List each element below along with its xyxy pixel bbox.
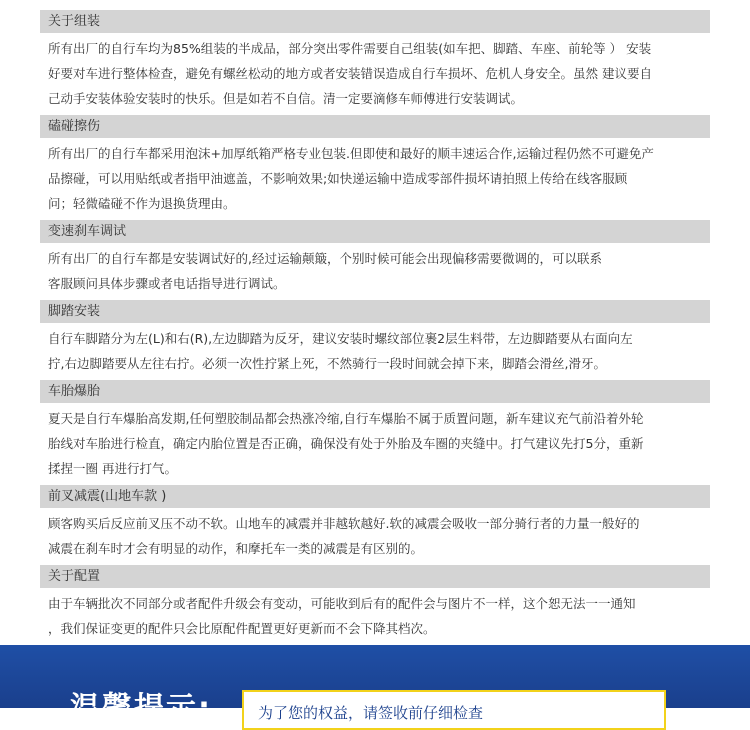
banner-box-text: 为了您的权益，请签收前仔细检查 <box>258 704 484 722</box>
section-text-line: 问；轻微磕碰不作为退换货理由。 <box>48 196 236 211</box>
section-header: 变速刹车调试 <box>40 220 710 243</box>
section-header: 前叉减震(山地车款 ) <box>40 485 710 508</box>
section-text-line: 减震在刹车时才会有明显的动作，和摩托车一类的减震是有区别的。 <box>48 541 424 556</box>
section-header: 车胎爆胎 <box>40 380 710 403</box>
section-text-line: 好要对车进行整体检查，避免有螺丝松动的地方或者安装错误造成自行车损坏、危机人身安全。虽然 建议要自 <box>48 66 652 81</box>
section-header: 关于配置 <box>40 565 710 588</box>
sections-list <box>40 10 710 645</box>
section-header: 脚踏安装 <box>40 300 710 323</box>
section-body <box>40 33 710 115</box>
section-text-line: 自行车脚踏分为左(L)和右(R),左边脚踏为反牙，建议安装时螺纹部位裹2层生料带，左边脚踏要从右面向左 <box>48 331 633 346</box>
section-body <box>40 323 710 380</box>
section-text-line: 胎线对车胎进行检直，确定内胎位置是否正确，确保没有处于外胎及车圈的夹缝中。打气建议先打5分，重新 <box>48 436 644 451</box>
section-body <box>40 588 710 645</box>
section-text-line: 所有出厂的自行车都采用泡沫+加厚纸箱严格专业包装.但即使和最好的顺丰速运合作,运输过程仍然不可避免产 <box>48 146 654 161</box>
section-text-line: 夏天是自行车爆胎高发期,任何塑胶制品都会热涨冷缩,自行车爆胎不属于质置问题，新车建议充气前沿着外轮 <box>48 411 644 426</box>
section-text-line: 所有出厂的自行车均为85%组装的半成品，部分突出零件需要自己组装(如车把、脚踏、车座、前轮等 ） 安装 <box>48 41 652 56</box>
section-text-line: 品擦碰，可以用贴纸或者指甲油遮盖，不影响效果;如快递运输中造成零部件损坏请拍照上传给在线客服顾 <box>48 171 628 186</box>
section-text-line: 己动手安装体验安装时的快乐。但是如若不自信。清一定要滴修车师傅进行安装调试。 <box>48 91 524 106</box>
section-text-line: 所有出厂的自行车都是安装调试好的,经过运输颠簸，个别时候可能会出现偏移需要微调的，可以联系 <box>48 251 602 266</box>
section-text-line: 揉捏一圈 再进行打气。 <box>48 461 177 476</box>
banner-box <box>242 690 666 730</box>
section-header: 关于组装 <box>40 10 710 33</box>
section-text-line: 顾客购买后反应前叉压不动不软。山地车的减震并非越软越好.软的减震会吸收一部分骑行者的力量一般好的 <box>48 516 640 531</box>
banner-title: 温馨提示: <box>70 691 212 726</box>
section-body <box>40 403 710 485</box>
section-text-line: 拧,右边脚踏要从左往右拧。必须一次性拧紧上死，不然骑行一段时间就会掉下来，脚踏会滑丝,滑牙。 <box>48 356 606 371</box>
tips-banner <box>0 645 750 726</box>
section-header: 磕碰擦伤 <box>40 115 710 138</box>
section-body <box>40 508 710 565</box>
section-body <box>40 138 710 220</box>
section-text-line: ，我们保证变更的配件只会比原配件配置更好更新而不会下降其档次。 <box>48 621 436 636</box>
section-text-line: 由于车辆批次不同部分或者配件升级会有变动，可能收到后有的配件会与图片不一样，这个恕无法一一通知 <box>48 596 636 611</box>
section-text-line: 客服顾问具体步骤或者电话指导进行调试。 <box>48 276 286 291</box>
section-body <box>40 243 710 300</box>
notice-content <box>40 10 710 645</box>
